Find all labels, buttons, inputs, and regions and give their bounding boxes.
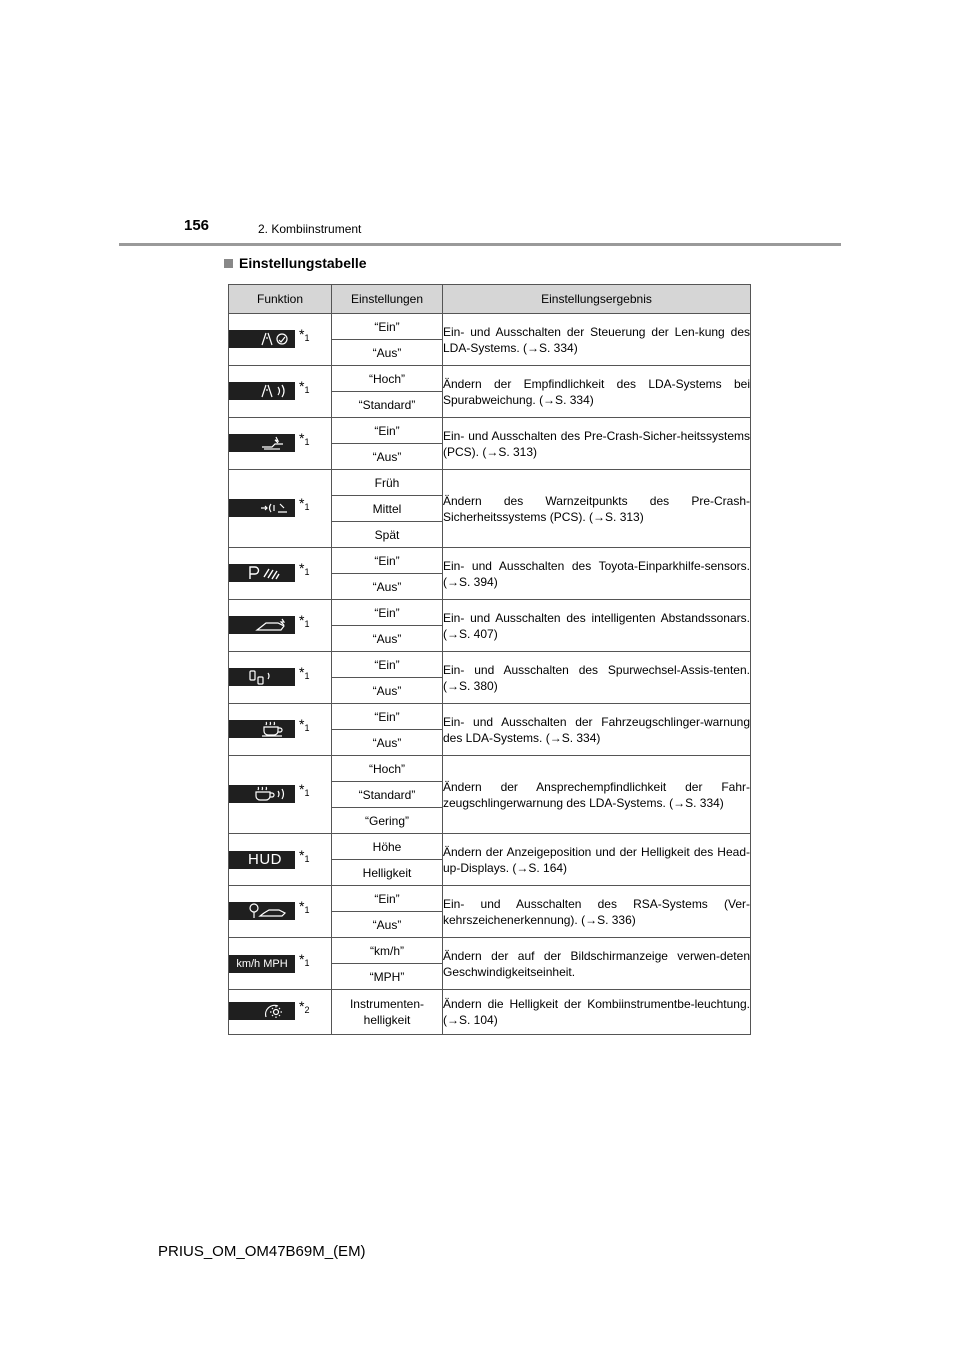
setting-value: Spät xyxy=(332,522,443,548)
table-row xyxy=(229,704,751,730)
section-title: 2. Kombiinstrument xyxy=(258,222,362,236)
footnote-marker: $*_2$ xyxy=(299,998,310,1015)
table-row xyxy=(229,314,751,340)
pcs-icon xyxy=(229,434,295,452)
setting-value: Mittel xyxy=(332,496,443,522)
function-cell xyxy=(229,600,332,652)
lda-on-off-icon xyxy=(229,330,295,348)
setting-value: “Aus” xyxy=(332,340,443,366)
sway-warning-icon xyxy=(229,720,295,738)
function-cell xyxy=(229,548,332,600)
setting-result: Ändern der auf der Bildschirmanzeige verwen-deten Geschwindigkeitseinheit. xyxy=(443,938,751,990)
setting-result: Ein- und Ausschalten des Pre-Crash-Sicher-heitssystems (PCS). (→S. 313) xyxy=(443,418,751,470)
footnote-marker: $*_1$ xyxy=(299,429,310,447)
column-header: Einstellungen xyxy=(332,285,443,314)
function-cell xyxy=(229,652,332,704)
table-row xyxy=(229,756,751,782)
table-row xyxy=(229,470,751,496)
function-cell xyxy=(229,938,332,990)
setting-value: “Ein” xyxy=(332,652,443,678)
hud-label: HUD xyxy=(248,851,282,868)
setting-value: “Ein” xyxy=(332,548,443,574)
setting-value: “Gering” xyxy=(332,808,443,834)
table-row xyxy=(229,834,751,860)
function-cell xyxy=(229,470,332,548)
column-header: Funktion xyxy=(229,285,332,314)
table-row xyxy=(229,990,751,1035)
setting-value: “Standard” xyxy=(332,392,443,418)
setting-value: “Hoch” xyxy=(332,366,443,392)
header-divider xyxy=(119,243,841,246)
function-cell xyxy=(229,418,332,470)
function-cell xyxy=(229,366,332,418)
square-bullet-icon xyxy=(224,259,233,268)
setting-result: Ändern des Warnzeitpunkts des Pre-Crash-Sicherheitssystems (PCS). (→S. 313) xyxy=(443,470,751,548)
sway-sensitivity-icon xyxy=(229,785,295,803)
setting-value: “Ein” xyxy=(332,600,443,626)
parking-assist-icon xyxy=(229,564,295,582)
column-header: Einstellungsergebnis xyxy=(443,285,751,314)
footnote-marker: $*_1$ xyxy=(299,950,310,968)
setting-result: Ein- und Ausschalten des RSA-Systems (Ver-kehrszeichenerkennung). (→S. 336) xyxy=(443,886,751,938)
footnote-marker: $*_1$ xyxy=(299,780,310,798)
footnote-marker: $*_1$ xyxy=(299,325,310,343)
footnote-marker: $*_1$ xyxy=(299,494,310,512)
setting-value: “Aus” xyxy=(332,912,443,938)
setting-value: “Aus” xyxy=(332,626,443,652)
table-row xyxy=(229,886,751,912)
setting-result: Ein- und Ausschalten des intelligenten Abstandssonars. (→S. 407) xyxy=(443,600,751,652)
function-cell xyxy=(229,834,332,886)
lda-sensitivity-icon xyxy=(229,382,295,400)
setting-value: “Aus” xyxy=(332,678,443,704)
setting-result: Ein- und Ausschalten der Steuerung der Len-kung des LDA-Systems. (→S. 334) xyxy=(443,314,751,366)
table-row xyxy=(229,652,751,678)
footnote-marker: $*_1$ xyxy=(299,559,310,577)
setting-result: Ein- und Ausschalten des Toyota-Einparkhilfe-sensors. (→S. 394) xyxy=(443,548,751,600)
setting-value: “Aus” xyxy=(332,574,443,600)
setting-value: Helligkeit xyxy=(332,860,443,886)
setting-result: Ändern der Ansprechempfindlichkeit der Fahr-zeugschlingerwarnung des LDA-Systems. (→S. 334) xyxy=(443,756,751,834)
speed-unit-label: km/h MPH xyxy=(236,957,288,970)
footnote-marker: $*_1$ xyxy=(299,377,310,395)
table-row xyxy=(229,418,751,444)
setting-result: Ändern der Anzeigeposition und der Helligkeit des Head-up-Displays. (→S. 164) xyxy=(443,834,751,886)
setting-result: Ein- und Ausschalten des Spurwechsel-Assis-tenten. (→S. 380) xyxy=(443,652,751,704)
setting-value: “Standard” xyxy=(332,782,443,808)
setting-value: “Ein” xyxy=(332,314,443,340)
setting-value: Höhe xyxy=(332,834,443,860)
setting-value: “Aus” xyxy=(332,730,443,756)
setting-value: “Aus” xyxy=(332,444,443,470)
page-number: 156 xyxy=(184,217,210,234)
hud-icon xyxy=(229,851,295,869)
pcs-warning-timing-icon xyxy=(229,499,295,517)
function-cell xyxy=(229,756,332,834)
table-row xyxy=(229,938,751,964)
function-cell xyxy=(229,314,332,366)
setting-result: Ändern die Helligkeit der Kombiinstrumentbe-leuchtung. (→S. 104) xyxy=(443,990,751,1035)
brightness-icon xyxy=(229,1002,295,1020)
table-row xyxy=(229,366,751,392)
footnote-marker: $*_1$ xyxy=(299,715,310,733)
lane-change-assist-icon xyxy=(229,668,295,686)
function-cell xyxy=(229,704,332,756)
setting-value: “Ein” xyxy=(332,886,443,912)
table-heading xyxy=(224,255,367,271)
setting-value: “MPH” xyxy=(332,964,443,990)
setting-result: Ein- und Ausschalten der Fahrzeugschlinger-warnung des LDA-Systems. (→S. 334) xyxy=(443,704,751,756)
table-header-row xyxy=(229,285,751,314)
setting-result: Ändern der Empfindlichkeit des LDA-Systems bei Spurabweichung. (→S. 334) xyxy=(443,366,751,418)
clearance-sonar-icon xyxy=(229,616,295,634)
function-cell xyxy=(229,886,332,938)
setting-value: “km/h” xyxy=(332,938,443,964)
setting-value: “Ein” xyxy=(332,704,443,730)
table-heading-text: Einstellungstabelle xyxy=(239,255,367,271)
footnote-marker: $*_1$ xyxy=(299,663,310,681)
table-row xyxy=(229,548,751,574)
function-cell xyxy=(229,990,332,1035)
setting-value: “Ein” xyxy=(332,418,443,444)
speed-unit-icon xyxy=(229,955,295,973)
footnote-marker: $*_1$ xyxy=(299,897,310,915)
rsa-icon xyxy=(229,902,295,920)
setting-value: “Hoch” xyxy=(332,756,443,782)
setting-value: Instrumenten-helligkeit xyxy=(332,990,443,1035)
setting-value: Früh xyxy=(332,470,443,496)
footnote-marker: $*_1$ xyxy=(299,846,310,864)
document-footer: PRIUS_OM_OM47B69M_(EM) xyxy=(158,1243,366,1260)
footnote-marker: $*_1$ xyxy=(299,611,310,629)
table-row xyxy=(229,600,751,626)
settings-table xyxy=(228,284,751,1035)
